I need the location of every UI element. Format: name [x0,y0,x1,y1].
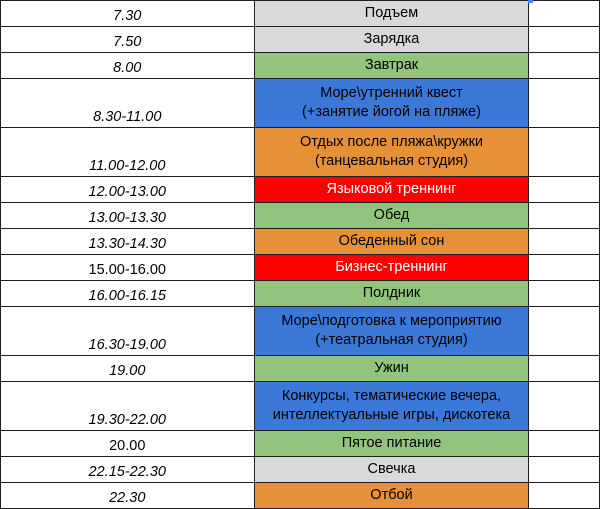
activity-cell[interactable] [254,483,529,509]
activity-text: (танцевальная студия) [314,153,469,169]
empty-cell[interactable] [529,483,600,509]
time-cell[interactable]: 20.00 [1,431,255,457]
activity-cell[interactable] [254,307,529,356]
empty-cell[interactable] [529,431,600,457]
activity-cell[interactable] [254,203,529,229]
empty-cell[interactable] [529,229,600,255]
empty-cell[interactable] [529,382,600,431]
empty-cell[interactable] [529,27,600,53]
time-cell[interactable]: 7.30 [1,1,255,27]
activity-text: Обед [373,207,410,223]
activity-cell[interactable] [254,229,529,255]
empty-cell[interactable] [529,457,600,483]
activity-cell[interactable] [254,79,529,128]
activity-text: Подъем [364,5,419,21]
activity-text: Полдник [362,285,421,301]
time-cell[interactable]: 22.15-22.30 [1,457,255,483]
table-row [1,307,600,356]
empty-cell[interactable] [529,255,600,281]
time-cell[interactable]: 11.00-12.00 [1,128,255,177]
activity-text: Море\подготовка к мероприятию [281,313,502,329]
table-row [1,27,600,53]
table-row [1,203,600,229]
table-row [1,177,600,203]
table-row [1,255,600,281]
time-cell[interactable]: 7.50 [1,27,255,53]
time-cell[interactable]: 16.30-19.00 [1,307,255,356]
empty-cell[interactable] [529,356,600,382]
activity-text: Свечка [367,461,416,477]
time-cell[interactable]: 8.30-11.00 [1,79,255,128]
activity-text: Обеденный сон [338,233,445,249]
empty-cell[interactable] [529,203,600,229]
activity-cell[interactable] [254,27,529,53]
activity-cell[interactable] [254,255,529,281]
activity-text: Отбой [370,487,413,503]
activity-cell[interactable] [254,128,529,177]
activity-cell[interactable] [254,1,529,27]
activity-text: Бизнес-треннинг [335,259,448,275]
activity-cell[interactable] [254,431,529,457]
activity-cell[interactable] [254,177,529,203]
time-cell[interactable]: 16.00-16.15 [1,281,255,307]
table-row [1,483,600,509]
empty-cell[interactable] [529,1,600,27]
time-cell[interactable]: 13.30-14.30 [1,229,255,255]
activity-text: Зарядка [363,31,420,47]
table-row [1,356,600,382]
activity-cell[interactable] [254,457,529,483]
empty-cell[interactable] [529,281,600,307]
time-cell[interactable]: 12.00-13.00 [1,177,255,203]
time-cell[interactable]: 15.00-16.00 [1,255,255,281]
activity-text: Языковой треннинг [326,181,457,197]
empty-cell[interactable] [529,53,600,79]
activity-cell[interactable] [254,382,529,431]
table-row [1,431,600,457]
selection-fill-handle[interactable] [528,0,533,3]
activity-text: Ужин [374,360,409,376]
activity-text: (+занятие йогой на пляже) [302,104,481,120]
time-cell[interactable]: 8.00 [1,53,255,79]
activity-text: Пятое питание [341,435,442,451]
table-row [1,1,600,27]
activity-text: (+театральная студия) [315,332,468,348]
table-row [1,229,600,255]
time-cell[interactable]: 19.30-22.00 [1,382,255,431]
time-cell[interactable]: 19.00 [1,356,255,382]
activity-text: Море\утренний квест [320,85,463,101]
table-row [1,382,600,431]
table-row [1,53,600,79]
empty-cell[interactable] [529,177,600,203]
activity-cell[interactable] [254,281,529,307]
activity-text: Отдых после пляжа\кружки [299,134,484,150]
table-row [1,457,600,483]
time-cell[interactable]: 13.00-13.30 [1,203,255,229]
table-row [1,79,600,128]
table-row [1,281,600,307]
activity-text: Конкурсы, тематические вечера, [281,388,502,404]
time-cell[interactable]: 22.30 [1,483,255,509]
activity-cell[interactable] [254,53,529,79]
empty-cell[interactable] [529,79,600,128]
activity-text: Завтрак [364,57,419,73]
empty-cell[interactable] [529,307,600,356]
activity-cell[interactable] [254,356,529,382]
empty-cell[interactable] [529,128,600,177]
table-row [1,128,600,177]
activity-text: интеллектуальные игры, дискотека [272,407,511,423]
